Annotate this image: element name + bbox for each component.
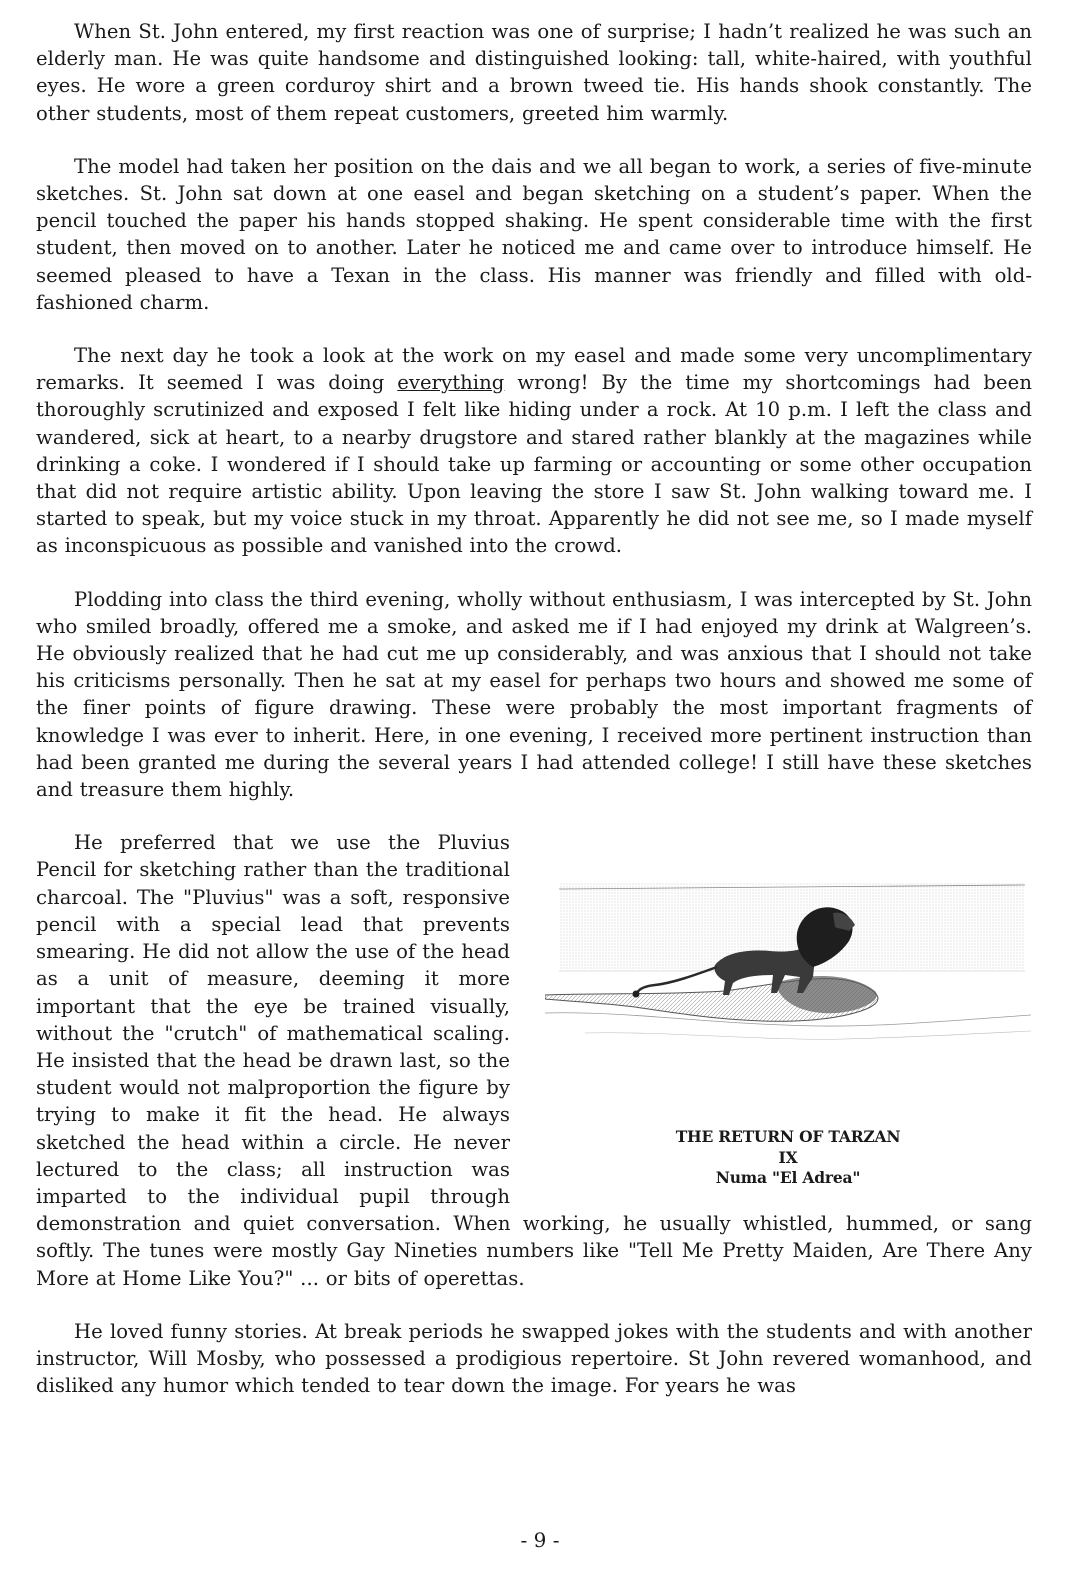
document-page — [36, 18, 1032, 1399]
caption-chapter: IX — [778, 1147, 798, 1167]
paragraph-5: He preferred that we use the Pluvius Pencil for sketching rather than the traditional charcoal. The "Pluvius" was a soft, responsive pencil with a special lead that prevents smearing. He did not allow the use of the head as a unit of measure, deeming it more important that the eye be trained visually, without the "crutch" of mathematical scaling. He insisted that the head be drawn last, so the student would not malproportion the figure by trying to make it fit the head. He always sketched the head within a circle. He never lectured to the class; all instruction was imparted to the individual pupil through demonstration and quiet conversation. When working, he usually whistled, hummed, or sang softly. The tunes were mostly Gay Nineties numbers like "Tell Me Pretty Maiden, Are There Any More at Home Like You?" ... or bits of operettas. — [36, 831, 1032, 1290]
paragraph-2: The model had taken her position on the dais and we all began to work, a series of five-minute sketches. St. John sat down at one easel and began sketching on a student’s paper. When the pencil touched the paper his hands stopped shaking. He spent considerable time with the first student, then moved on to another. Later he noticed me and came over to introduce himself. He seemed pleased to have a Texan in the class. His manner was friendly and filled with old-fashioned charm. — [36, 154, 1032, 314]
figure-caption — [540, 1127, 1036, 1189]
page-number: - 9 - — [520, 1528, 560, 1552]
paragraph-1: When St. John entered, my first reaction was one of surprise; I hadn’t realized he was such an elderly man. He was quite handsome and distinguished looking: tall, white-haired, with youthful eyes. He wore a green corduroy shirt and a brown tweed tie. His hands shook constantly. The other students, most of them repeat customers, greeted him warmly. — [36, 20, 1032, 125]
underlined-word: everything — [397, 371, 505, 395]
caption-title: THE RETURN OF TARZAN — [675, 1127, 901, 1147]
lion-illustration — [545, 883, 1031, 1053]
paragraph-5-with-figure — [36, 829, 1032, 1291]
paragraph-3 — [36, 342, 1032, 560]
paragraph-3-end: wrong! By the time my shortcomings had been thoroughly scrutinized and exposed I felt like hiding under a rock. At 10 p.m. I left the class and wandered, sick at heart, to a nearby drugstore and stared rather blankly at the magazines while drinking a coke. I wondered if I should take up farming or accounting or some other occupation that did not require artistic ability. Upon leaving the store I saw St. John walking toward me. I started to speak, but my voice stuck in my throat. Apparently he did not see me, so I made myself as inconspicuous as possible and vanished into the crowd. — [36, 371, 1032, 558]
paragraph-4: Plodding into class the third evening, wholly without enthusiasm, I was intercepted by St. John who smiled broadly, offered me a smoke, and asked me if I had enjoyed my drink at Walgreen’s. He obviously realized that he had cut me up considerably, and was anxious that I should not take his criticisms personally. Then he sat at my easel for perhaps two hours and showed me some of the finer points of figure drawing. These were probably the most important fragments of knowledge I was ever to inherit. Here, in one evening, I received more pertinent instruction than had been granted me during the several years I had attended college! I still have these sketches and treasure them highly. — [36, 587, 1032, 802]
caption-subtitle: Numa "El Adrea" — [715, 1168, 861, 1188]
illustration-figure — [540, 883, 1036, 1189]
paragraph-3-start: The next day he took a look at the work on my easel and made some very uncomplimentary remarks. It seemed I was doing — [36, 344, 1032, 395]
paragraph-6: He loved funny stories. At break periods he swapped jokes with the students and with another instructor, Will Mosby, who possessed a prodigious repertoire. St John revered womanhood, and disliked any humor which tended to tear down the image. For years he was — [36, 1319, 1032, 1398]
